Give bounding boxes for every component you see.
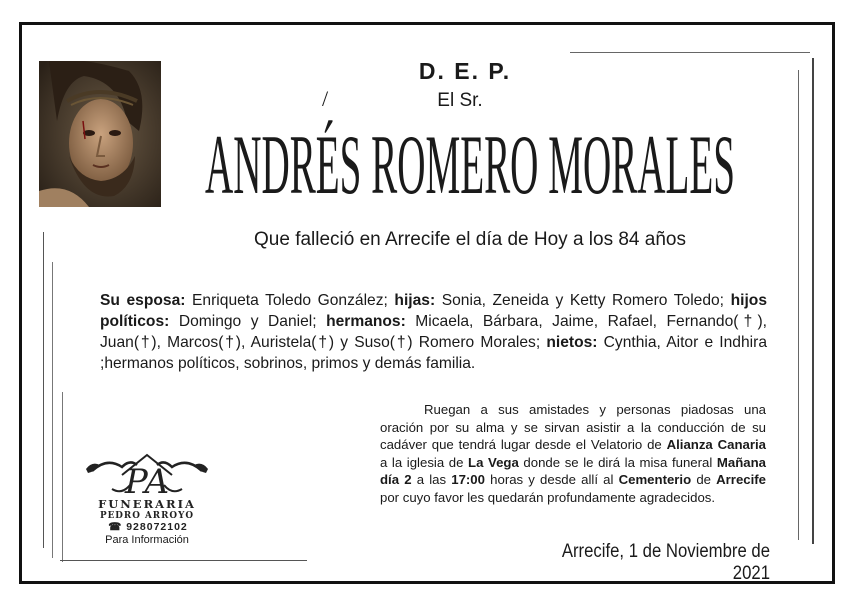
deceased-name [200, 110, 740, 204]
christ-portrait-image [39, 61, 161, 207]
esposa-label: Su esposa: [100, 292, 186, 309]
service-text-5: horas y desde allí al [484, 472, 619, 487]
esposa-text: Enriqueta Toledo González; [185, 292, 395, 309]
title-prefix: El Sr. [437, 90, 483, 111]
hijas-text: Sonia, Zeneida y Ketty Romero Toledo; [435, 292, 731, 309]
dep-heading: D. E. P. [418, 58, 512, 84]
divider-line-right-inner [798, 70, 799, 540]
hermanos-label: hermanos: [326, 313, 406, 330]
service-text-2: a la iglesia de [380, 454, 469, 470]
velatorio-name: Alianza Canaria [666, 437, 766, 452]
funeraria-phone [88, 521, 208, 533]
service-text-1: Ruegan a sus amistades y personas piadosas una oración por su alma y se sirvan asistir a la conducción de su cadáver que tendrá lugar desde el Velatorio de [380, 402, 766, 452]
hijos-politicos-text: Domingo y Daniel; [169, 313, 327, 330]
service-day: Mañana día 2 [380, 454, 766, 487]
nietos-text: Cynthia, Aitor e Indhira ;hermanos políticos, sobrinos, primos y demás familia. [100, 334, 767, 372]
service-text-6: de [691, 472, 717, 487]
nietos-label: nietos: [546, 334, 598, 351]
hermanos-text: Micaela, Bárbara, Jaime, Rafael, Fernando(†), Juan(†), Marcos(†), Auristela(†) y Suso(†) Romero Morales; [100, 313, 767, 351]
deceased-name-text: ANDRÉS ROMERO MORALES [204, 116, 736, 204]
hijos-politicos-label: hijos políticos: [100, 292, 767, 330]
cemetery-label: Cementerio [618, 472, 692, 487]
date-line: Arrecife, 1 de Noviembre de 2021 [561, 541, 770, 584]
church-name: La Vega [468, 454, 519, 470]
funeraria-owner: PEDRO ARROYO [99, 511, 195, 521]
divider-line-bottom [60, 560, 307, 561]
funeraria-title: FUNERARIA [98, 497, 196, 511]
svg-text:PA: PA [124, 462, 170, 502]
phone-number: 928072102 [126, 521, 188, 533]
divider-line-left-1 [43, 232, 44, 548]
family-paragraph [100, 290, 767, 374]
hijas-label: hijas: [394, 292, 436, 309]
service-text-4: a las [411, 472, 452, 487]
divider-line-top [570, 52, 810, 53]
divider-line-right-outer [812, 58, 814, 544]
service-time: 17:00 [451, 472, 485, 487]
service-text-3: donde se le dirá la misa funeral [518, 454, 717, 470]
divider-line-left-3 [62, 392, 63, 562]
death-notice-text: Que falleció en Arrecife el día de Hoy a los 84 años [254, 229, 686, 250]
info-label: Para Información [105, 534, 189, 546]
cemetery-town: Arrecife [716, 472, 767, 487]
accent-mark: / [322, 86, 329, 111]
divider-line-left-2 [52, 262, 53, 558]
phone-icon: ☎ [108, 521, 127, 533]
service-details-paragraph [380, 401, 766, 506]
service-text-7: por cuyo favor les quedarán profundamente agradecidos. [380, 489, 716, 505]
